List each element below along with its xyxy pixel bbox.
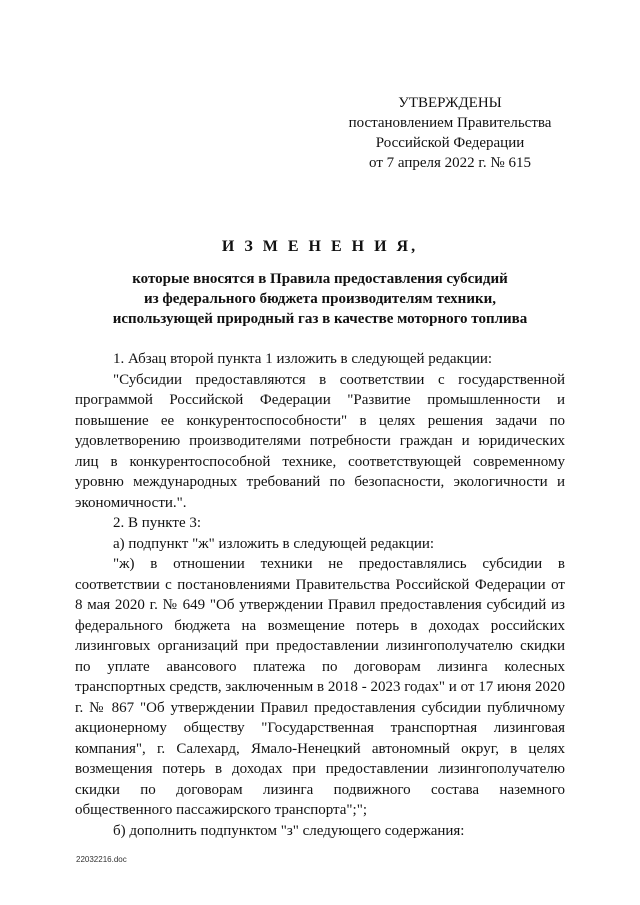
approval-line-federation: Российской Федерации <box>375 135 525 151</box>
paragraph-item-1: 1. Абзац второй пункта 1 изложить в следующей редакции: <box>113 351 493 367</box>
title-main: И З М Е Н Е Н И Я, <box>221 238 419 255</box>
paragraph-subitem-a: а) подпункт "ж" изложить в следующей редакции: <box>113 535 435 552</box>
paragraph-subitem-b: б) дополнить подпунктом "з" следующего содержания: <box>113 822 465 839</box>
approval-line-resolution: постановлением Правительства <box>348 115 552 131</box>
title-subtitle-line-3: использующей природный газ в качестве моторного топлива <box>112 311 528 327</box>
paragraph-quote-1: "Субсидии предоставляются в соответствии с государственной программой Российской Федерации "Развитие промышленности и повышение ее конкурентоспособности" в целях решения задачи по удовлетворению производителями потребности граждан и юридических лиц в конкурентоспособной технике, соответствующей современному уровню международных требований по безопасности, экологичности и экономичности.". <box>75 371 565 511</box>
paragraph-quote-zh: "ж) в отношении техники не предоставлялись субсидии в соответствии с постановлениями Правительства Российской Федерации от 8 мая 2020 г. № 649 "Об утверждении Правил предоставления субсидий из федерального бюджета на возмещение потерь в доходах российских лизинговых организаций при предоставлении лизингополучателю скидки по уплате авансового платежа по договорам лизинга колесных транспортных средств, заключенным в 2018 - 2023 годах" и от 17 июня 2020 г. № 867 "Об утверждении Правил предоставления субсидии публичному акционерному обществу "Государственная транспортная лизинговая компания", г. Салехард, Ямало-Ненецкий автономный округ, в целях возмещения потерь в доходах при предоставлении лизингополучателю скидки по договорам лизинга подвижного состава наземного общественного пассажирского транспорта";"; <box>75 556 565 818</box>
paragraph-item-2: 2. В пункте 3: <box>113 515 202 531</box>
title-subtitle-line-1: которые вносятся в Правила предоставления субсидий <box>132 271 508 287</box>
approval-heading: УТВЕРЖДЕНЫ <box>398 95 502 111</box>
title-subtitle-line-2: из федерального бюджета производителям техники, <box>143 291 496 307</box>
footer-filename: 22032216.doc <box>76 855 127 864</box>
approval-line-date-number: от 7 апреля 2022 г. № 615 <box>369 155 531 171</box>
approval-block <box>330 93 570 173</box>
document-title <box>0 238 640 329</box>
document-body <box>75 349 565 841</box>
